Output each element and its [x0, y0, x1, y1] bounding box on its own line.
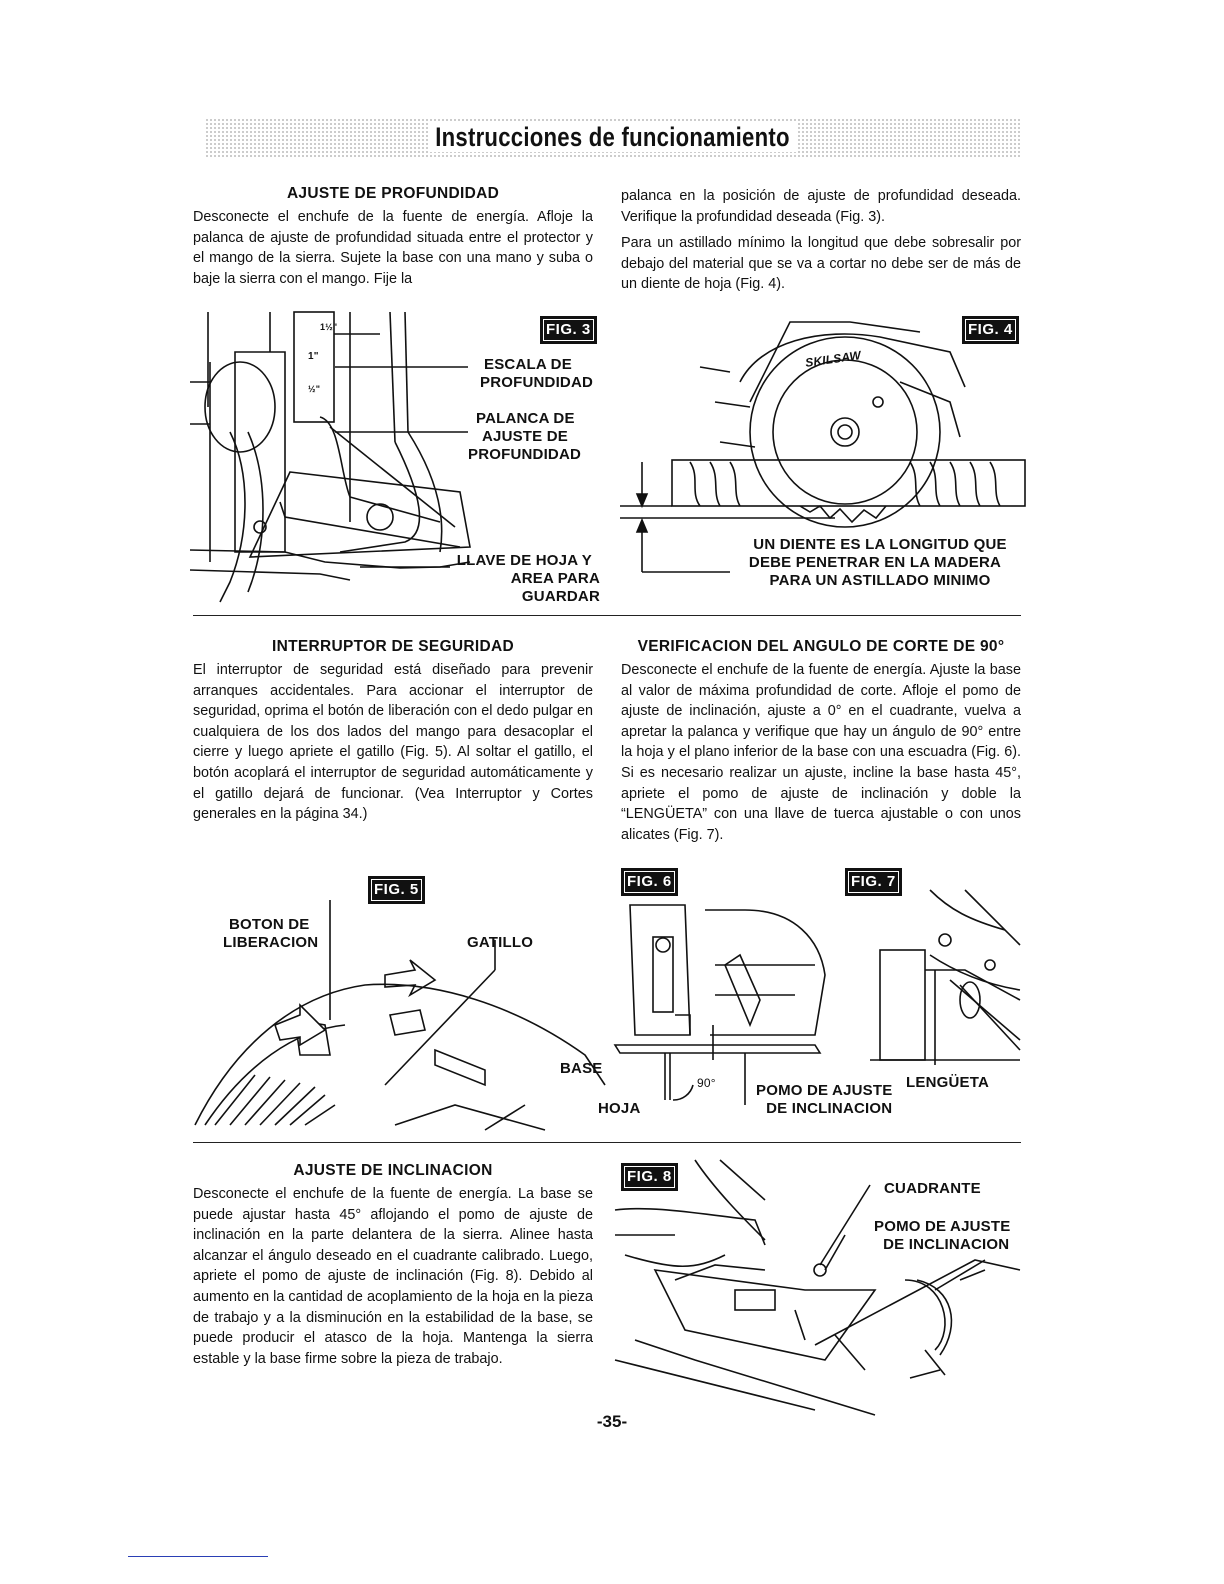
fig7-tag: FIG. 7 — [845, 868, 902, 896]
fig8-label-quadrant: CUADRANTE — [884, 1180, 981, 1197]
fig3-scale-mark-2: 1" — [308, 351, 319, 362]
footer-line — [128, 1556, 268, 1557]
fig4-brand-logo: SKILSAW — [804, 348, 862, 370]
bevel-text: Desconecte el enchufe de la fuente de energía. La base se puede ajustar hasta 45° aflojando el pomo de ajuste de inclinación en la parte delantera de la sierra. Alinee hasta alcanzar el ángulo deseado en el cuadrante calibrado. Luego, apriete el pomo de ajuste de inclinación (Fig. 8). Debido al aumento en la cantidad de acoplamiento de la hoja en la pieza de trabajo y a la disminución en la estabilidad de la base, se puede producir el atasco de la hoja. Mantenga la sierra estable y la base firme sobre la pieza de trabajo. — [193, 1186, 593, 1367]
fig6-label-bevel-knob: POMO DE AJUSTE DE INCLINACION — [756, 1082, 893, 1117]
divider-2 — [193, 1142, 1021, 1143]
fig3-label-depth-scale: ESCALA DE PROFUNDIDAD — [480, 356, 594, 391]
fig6-tag: FIG. 6 — [621, 868, 678, 896]
fig4-label-one-tooth: UN DIENTE ES LA LONGITUD QUE DEBE PENETRAR EN LA MADERA PARA UN ASTILLADO MINIMO — [748, 536, 1007, 589]
fig5-drawing — [195, 945, 605, 1130]
fig3-tag: FIG. 3 — [540, 316, 597, 344]
fig5-label-trigger: GATILLO — [467, 934, 534, 951]
depth-text-right: palanca en la posición de ajuste de profundidad deseada. Verifique la profundidad deseada (Fig. 3). Para un astillado mínimo la longitud que debe sobresalir por debajo del material que se va a cortar no debe ser de más de un diente de hoja (Fig. 4). — [621, 188, 1021, 293]
fig3-label-depth-lever: PALANCA DE AJUSTE DE PROFUNDIDAD — [468, 410, 582, 463]
header-banner — [205, 118, 1020, 158]
fig7-label-tab: LENGÜETA — [906, 1074, 989, 1091]
safety-switch-heading: INTERRUPTOR DE SEGURIDAD — [271, 638, 514, 655]
angle-check-heading: VERIFICACION DEL ANGULO DE CORTE DE 90° — [637, 638, 1005, 655]
fig5-label-release-button: BOTON DE LIBERACION — [223, 916, 319, 951]
page-title: Instrucciones de funcionamiento — [278, 122, 946, 153]
fig4-tag: FIG. 4 — [962, 316, 1019, 344]
fig8-label-bevel-knob: POMO DE AJUSTE DE INCLINACION — [874, 1218, 1011, 1253]
fig3-scale-mark-1: 1½" — [320, 322, 338, 332]
depth-heading: AJUSTE DE PROFUNDIDAD — [286, 185, 500, 202]
fig3-scale-mark-3: ½" — [308, 384, 321, 394]
fig7-drawing — [870, 890, 1025, 1070]
fig3-label-blade-key: LLAVE DE HOJA Y AREA PARA GUARDAR — [456, 552, 600, 605]
safety-switch-text: El interruptor de seguridad está diseñado para prevenir arranques accidentales. Para accionar el interruptor de seguridad, oprima el botón de liberación con el dedo pulgar en cualquiera de los dos lados del mango para desacoplar el cierre y luego apriete el gatillo (Fig. 5). Al soltar el gatillo, el botón acoplará el interruptor de seguridad automáticamente y el gatillo dejará de funcionar. (Vea Interruptor y Cortes generales en la página 34.) — [193, 662, 593, 823]
page-number: -35- — [596, 1412, 628, 1431]
fig8-drawing — [615, 1160, 1020, 1415]
fig6-angle-label: 90° — [697, 1076, 716, 1090]
depth-text-left: Desconecte el enchufe de la fuente de energía. Afloje la palanca de ajuste de profundidad situada entre el protector y el mango de la sierra. Sujete la base con una mano y suba o baje la sierra con el mango. Fije la — [193, 209, 593, 287]
fig6-label-blade: HOJA — [598, 1100, 641, 1117]
fig6-label-base: BASE — [560, 1060, 603, 1077]
angle-check-text: Desconecte el enchufe de la fuente de energía. Ajuste la base al valor de máxima profundidad de corte. Afloje el pomo de ajuste de inclinación, ajuste a 0° en el cuadrante, vuelva a apretar la palanca y verifique que hay un ángulo de 90° entre la hoja y el plano inferior de la base con una escuadra (Fig. 6). Si es necesario realizar un ajuste, incline la base hasta 45°, apriete el pomo de ajuste de inclinación y doble la “LENGÜETA” con una llave de tuerca ajustable o con unos alicates (Fig. 7). — [621, 662, 1021, 843]
bevel-heading: AJUSTE DE INCLINACION — [293, 1162, 493, 1179]
fig8-tag: FIG. 8 — [621, 1163, 678, 1191]
divider-1 — [193, 615, 1021, 616]
fig5-tag: FIG. 5 — [368, 876, 425, 904]
